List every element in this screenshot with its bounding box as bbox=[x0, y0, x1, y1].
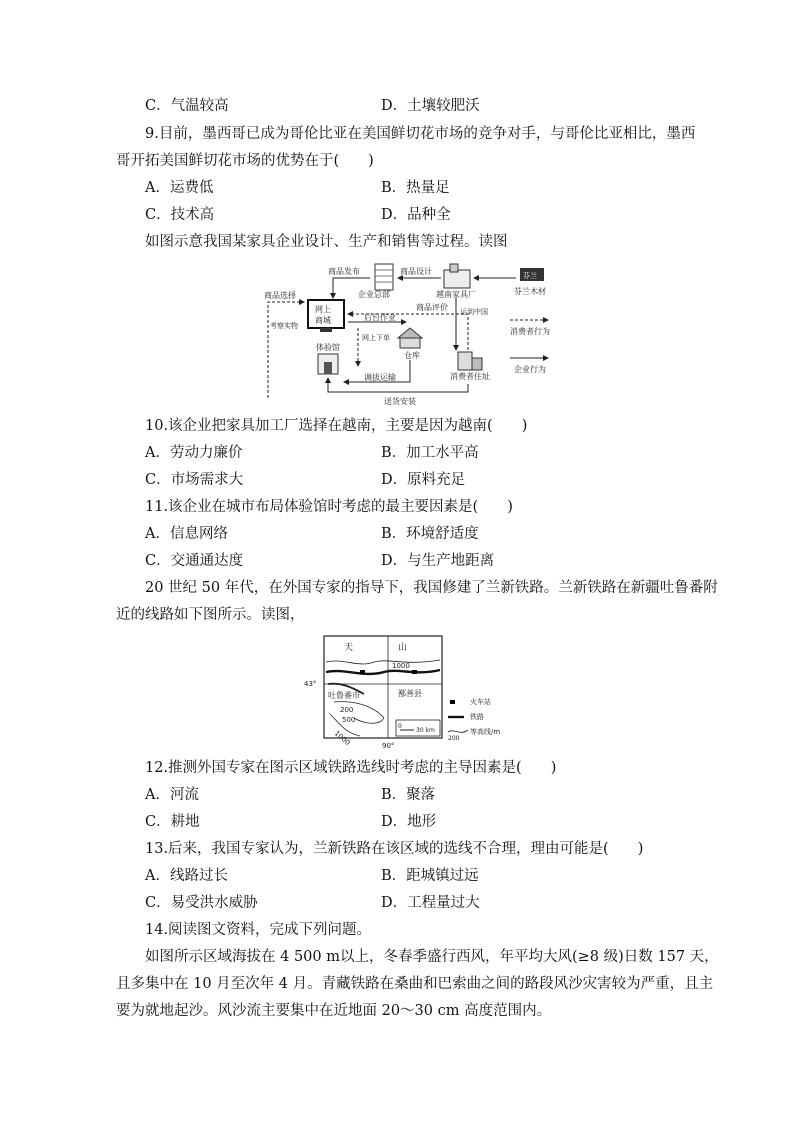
q12-option-a: A．河流 bbox=[145, 787, 199, 803]
order-label: 网上下单 bbox=[362, 334, 390, 342]
q9-option-b: B．热量足 bbox=[381, 180, 450, 196]
railway-intro-line1: 20 世纪 50 年代，在外国专家的指导下，我国修建了兰新铁路。兰新铁路在新疆吐鲁番附 bbox=[145, 580, 718, 596]
showroom-label: 体验馆 bbox=[316, 343, 340, 352]
q8-option-d: D．土壤较肥沃 bbox=[381, 98, 480, 114]
q13-option-d: D．工程量过大 bbox=[381, 895, 480, 911]
q13-option-a: A．线路过长 bbox=[145, 868, 228, 884]
q9-stem-line2: 哥开拓美国鲜切花市场的优势在于( ) bbox=[116, 153, 374, 169]
turpan-label: 吐鲁番市 bbox=[328, 691, 360, 700]
inspect-label: 考察实物 bbox=[270, 322, 298, 330]
factory-icon bbox=[444, 264, 470, 288]
scale-label: 30 km bbox=[416, 727, 435, 734]
q9-option-c: C．技术高 bbox=[145, 207, 215, 223]
turpan-railway-map bbox=[304, 634, 530, 752]
furniture-flow-diagram bbox=[258, 258, 558, 408]
legend-contour: 等高线/m bbox=[470, 728, 501, 736]
q11-option-a: A．信息网络 bbox=[145, 526, 228, 542]
q9-option-d: D．品种全 bbox=[381, 207, 451, 223]
q10-stem: 10.该企业把家具加工厂选择在越南，主要是因为越南( ) bbox=[145, 418, 528, 434]
shanshan-label: 鄯善县 bbox=[398, 689, 422, 698]
q12-option-c: C．耕地 bbox=[145, 814, 200, 830]
q14-paragraph-line1: 如图所示区域海拔在 4 500 m以上，冬春季盛行西风，年平均大风(≥8 级)日数 157 天， bbox=[145, 949, 719, 965]
longitude-label: 90° bbox=[382, 742, 395, 750]
legend-enterprise: 企业行为 bbox=[514, 365, 546, 374]
q12-option-d: D．地形 bbox=[381, 814, 437, 830]
latitude-label: 43° bbox=[304, 680, 317, 688]
contour-1000-bottom: 1000 bbox=[332, 729, 352, 747]
legend-contour-icon bbox=[448, 730, 468, 732]
backend-label: 后台作业 bbox=[364, 313, 396, 322]
consumer-home-icon bbox=[458, 352, 482, 370]
q9-option-a: A．运费低 bbox=[145, 180, 214, 196]
station-icon bbox=[412, 670, 417, 674]
select-label: 商品选择 bbox=[264, 291, 296, 300]
ship-label: 运到中国 bbox=[460, 308, 488, 316]
q12-option-b: B．聚落 bbox=[381, 787, 436, 803]
review-label: 商品评价 bbox=[416, 303, 448, 312]
mall-label-1: 网上 bbox=[315, 305, 331, 314]
warehouse-label: 仓库 bbox=[404, 351, 420, 360]
q8-option-c: C．气温较高 bbox=[145, 98, 229, 114]
home-label: 消费者住址 bbox=[450, 372, 490, 381]
q14-paragraph-line3: 要为就地起沙。风沙流主要集中在近地面 20～30 cm 高度范围内。 bbox=[116, 1003, 552, 1019]
hq-label: 企业总部 bbox=[358, 290, 390, 299]
q12-stem: 12.推测外国专家在图示区域铁路选线时考虑的主导因素是( ) bbox=[145, 760, 557, 776]
contour-1000-top: 1000 bbox=[392, 662, 410, 670]
q11-option-d: D．与生产地距离 bbox=[381, 553, 495, 569]
contour-500-label: 500 bbox=[342, 716, 356, 724]
factory-label: 越南家具厂 bbox=[436, 290, 476, 299]
showroom-icon bbox=[318, 354, 338, 374]
q10-option-a: A．劳动力廉价 bbox=[145, 445, 243, 461]
q10-option-d: D．原料充足 bbox=[381, 472, 466, 488]
q14-stem: 14.阅读图文资料，完成下列问题。 bbox=[145, 922, 372, 938]
q9-stem-line1: 9.目前，墨西哥已成为哥伦比亚在美国鲜切花市场的竞争对手，与哥伦比亚相比，墨西 bbox=[145, 126, 696, 142]
delivery-label: 送货安装 bbox=[384, 397, 416, 406]
release-label: 商品发布 bbox=[328, 267, 360, 276]
legend-station-icon bbox=[450, 700, 455, 704]
q13-stem: 13.后来，我国专家认为，兰新铁路在该区域的选线不合理，理由可能是( ) bbox=[145, 841, 644, 857]
hq-building-icon bbox=[375, 264, 393, 290]
legend-station: 火车站 bbox=[470, 698, 491, 706]
scale-zero: 0 bbox=[398, 723, 402, 730]
q10-option-c: C．市场需求大 bbox=[145, 472, 244, 488]
legend-contour-value: 200 bbox=[448, 735, 460, 742]
q13-option-c: C．易受洪水威胁 bbox=[145, 895, 258, 911]
warehouse-icon bbox=[398, 328, 422, 348]
q13-option-b: B．距城镇过远 bbox=[381, 868, 479, 884]
station-icon bbox=[360, 670, 365, 674]
q11-option-b: B．环境舒适度 bbox=[381, 526, 479, 542]
q11-option-c: C．交通通达度 bbox=[145, 553, 244, 569]
transfer-label: 调拔运输 bbox=[364, 373, 396, 382]
q14-paragraph-line2: 且多集中在 10 月至次年 4 月。青藏铁路在桑曲和巴索曲之间的路段风沙灾害较为严重，且主 bbox=[116, 976, 714, 992]
q11-stem: 11.该企业在城市布局体验馆时考虑的最主要因素是( ) bbox=[145, 499, 513, 515]
mall-label-2: 商城 bbox=[315, 316, 331, 325]
legend-rail: 铁路 bbox=[470, 713, 484, 721]
lumber-logo-text: 芬兰 bbox=[523, 272, 537, 280]
q10-option-b: B．加工水平高 bbox=[381, 445, 479, 461]
shan-label: 山 bbox=[398, 643, 408, 653]
design-label: 商品设计 bbox=[400, 267, 432, 276]
lumber-label: 芬兰木材 bbox=[514, 287, 546, 296]
legend-consumer: 消费者行为 bbox=[510, 327, 550, 336]
tian-label: 天 bbox=[344, 643, 354, 653]
furniture-intro: 如图示意我国某家具企业设计、生产和销售等过程。读图 bbox=[145, 234, 508, 250]
railway-intro-line2: 近的线路如下图所示。读图， bbox=[116, 607, 305, 623]
contour-200-label: 200 bbox=[340, 706, 354, 714]
